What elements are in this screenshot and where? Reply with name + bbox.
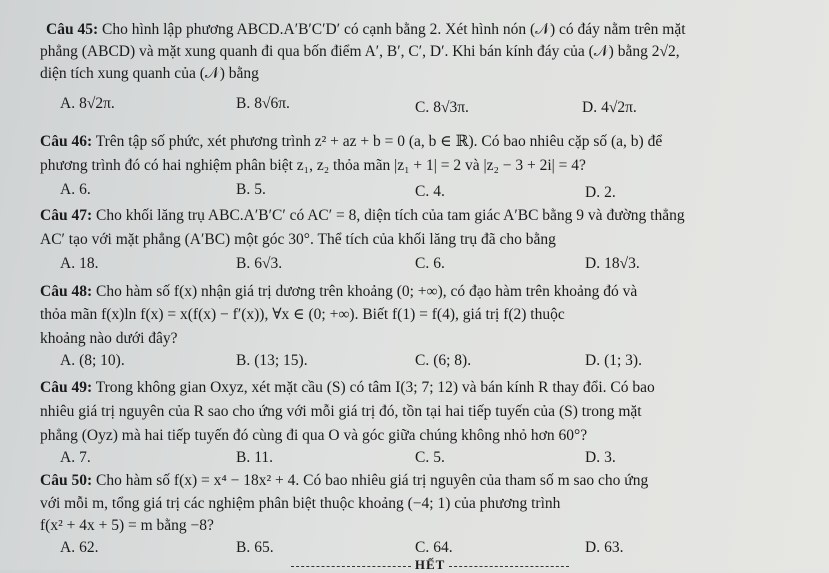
question-48-line-3: khoảng nào dưới đây? <box>40 330 178 347</box>
question-45-option-d: D. 4√2π. <box>582 99 637 116</box>
divider <box>291 566 411 567</box>
question-49-line-1: Câu 49: Trong không gian Oxyz, xét mặt cầu (S) có tâm I(3; 7; 12) và bán kính R thay đổi. Có bao <box>40 379 655 396</box>
divider <box>449 566 569 567</box>
question-47-line-2: AC′ tạo với mặt phẳng (A′BC) một góc 30°. Thể tích của khối lăng trụ đã cho bằng <box>40 231 556 248</box>
question-46-option-b: B. 5. <box>236 181 266 198</box>
question-49-option-a: A. 7. <box>60 449 91 466</box>
end-label: HẾT <box>414 557 446 572</box>
question-47-option-a: A. 18. <box>60 255 99 272</box>
question-46-option-d: D. 2. <box>585 184 616 201</box>
question-46-line-1: Câu 46: Trên tập số phức, xét phương trình z² + az + b = 0 (a, b ∈ ℝ). Có bao nhiêu cặp số (a, b) để <box>40 133 663 150</box>
question-45-option-a: A. 8√2π. <box>60 95 115 112</box>
question-47-line-1: Câu 47: Cho khối lăng trụ ABC.A′B′C′ có AC′ = 8, diện tích của tam giác A′BC bằng 9 và đường thẳng <box>40 207 685 224</box>
question-48-option-b: B. (13; 15). <box>236 352 308 369</box>
question-45-title: Câu 45: <box>46 21 99 38</box>
end-marker <box>265 557 595 573</box>
question-49-title: Câu 49: <box>40 379 93 396</box>
question-47-title: Câu 47: <box>40 207 93 224</box>
question-47-option-b: B. 6√3. <box>236 255 283 272</box>
question-49-option-d: D. 3. <box>585 449 616 466</box>
question-50-line-1: Câu 50: Cho hàm số f(x) = x⁴ − 18x² + 4. Có bao nhiêu giá trị nguyên của tham số m sao cho ứng <box>40 472 649 489</box>
question-49-option-c: C. 5. <box>415 449 445 466</box>
question-45-line-3: diện tích xung quanh của (𝒩) bằng <box>40 65 259 82</box>
question-48-line-1: Câu 48: Cho hàm số f(x) nhận giá trị dương trên khoảng (0; +∞), có đạo hàm trên khoảng đó và <box>40 283 638 300</box>
question-50-line-3: f(x² + 4x + 5) = m bằng −8? <box>40 517 214 534</box>
question-48-option-a: A. (8; 10). <box>60 352 125 369</box>
question-45-line-1: Câu 45: Cho hình lập phương ABCD.A′B′C′D′ có cạnh bằng 2. Xét hình nón (𝒩) có đáy nằm trên mặt <box>46 21 686 38</box>
question-48-line-2: thỏa mãn f(x)ln f(x) = x(f(x) − f′(x)), ∀x ∈ (0; +∞). Biết f(1) = f(4), giá trị f(2) thuộc <box>40 306 565 323</box>
question-50-title: Câu 50: <box>40 472 93 489</box>
question-49-line-3: phẳng (Oyz) mà hai tiếp tuyến đó cùng đi qua O và góc giữa chúng không nhỏ hơn 60°? <box>40 427 588 444</box>
question-50-option-a: A. 62. <box>60 539 99 556</box>
question-49-line-2: nhiêu giá trị nguyên của R sao cho ứng với mỗi giá trị đó, tồn tại hai tiếp tuyến của (S) trong mặt <box>40 403 642 420</box>
question-48-option-d: D. (1; 3). <box>585 352 642 369</box>
question-46-line-2: phương trình đó có hai nghiệm phân biệt z₁, z₂ thỏa mãn |z₁ + 1| = 2 và |z₂ − 3 + 2i| = 4? <box>40 157 586 174</box>
question-48-title: Câu 48: <box>40 283 93 300</box>
question-50-option-c: C. 64. <box>415 539 453 556</box>
question-46-option-a: A. 6. <box>60 181 91 198</box>
question-50-line-2: với mỗi m, tổng giá trị các nghiệm phân biệt thuộc khoảng (−4; 1) của phương trình <box>40 495 561 512</box>
question-49-option-b: B. 11. <box>236 449 274 466</box>
question-46-title: Câu 46: <box>40 133 93 150</box>
question-50-option-b: B. 65. <box>236 539 274 556</box>
question-45-option-b: B. 8√6π. <box>236 95 290 112</box>
question-46-option-c: C. 4. <box>415 183 445 200</box>
question-45-option-c: C. 8√3π. <box>415 99 469 116</box>
question-48-option-c: C. (6; 8). <box>415 352 472 369</box>
question-50-option-d: D. 63. <box>585 539 624 556</box>
question-47-option-d: D. 18√3. <box>585 255 640 272</box>
question-45-line-2: phẳng (ABCD) và mặt xung quanh đi qua bốn điểm A′, B′, C′, D′. Khi bán kính đáy của (𝒩) bằng 2√2, <box>40 43 680 60</box>
question-47-option-c: C. 6. <box>415 255 445 272</box>
